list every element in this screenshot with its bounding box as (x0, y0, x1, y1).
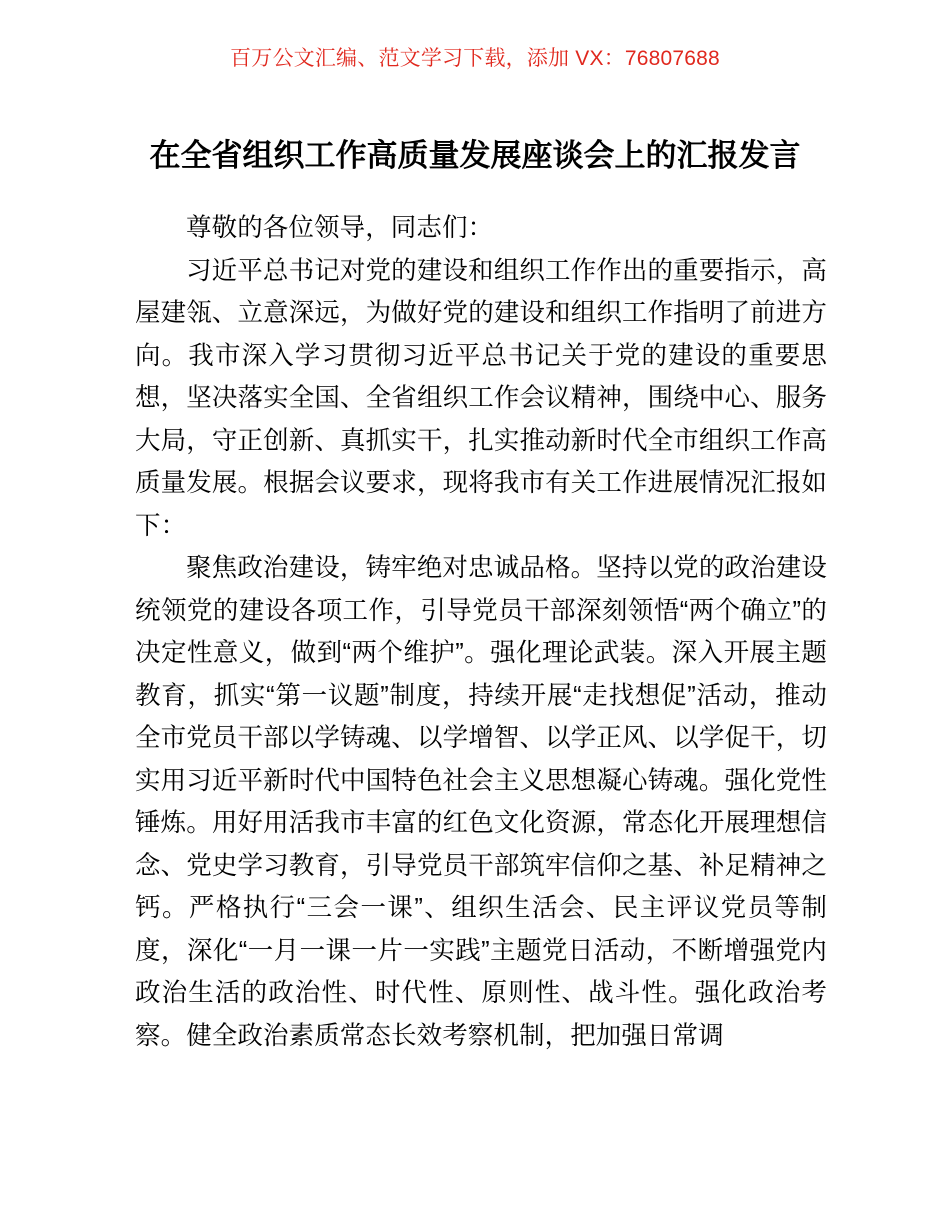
salutation-line: 尊敬的各位领导，同志们： (186, 214, 494, 242)
document-body (135, 207, 827, 1057)
paragraph-2: 聚焦政治建设，铸牢绝对忠诚品格。坚持以党的政治建设统领党的建设各项工作，引导党员干部深刻领悟“两个确立”的决定性意义，做到“两个维护”。强化理论武装。深入开展主题教育，抓实“第一议题”制度，持续开展“走找想促”活动，推动全市党员干部以学铸魂、以学增智、以学正风、以学促干，切实用习近平新时代中国特色社会主义思想凝心铸魂。强化党性锤炼。用好用活我市丰富的红色文化资源，常态化开展理想信念、党史学习教育，引导党员干部筑牢信仰之基、补足精神之钙。严格执行“三会一课”、组织生活会、民主评议党员等制度，深化“一月一课一片一实践”主题党日活动，不断增强党内政治生活的政治性、时代性、原则性、战斗性。强化政治考察。健全政治素质常态长效考察机制，把加强日常调 (135, 554, 827, 1050)
paragraph-1: 习近平总书记对党的建设和组织工作作出的重要指示，高屋建瓴、立意深远，为做好党的建设和组织工作指明了前进方向。我市深入学习贯彻习近平总书记关于党的建设的重要思想，坚决落实全国、全省组织工作会议精神，围绕中心、服务大局，守正创新、真抓实干，扎实推动新时代全市组织工作高质量发展。根据会议要求，现将我市有关工作进展情况汇报如下： (135, 256, 827, 540)
promo-banner-text: 百万公文汇编、范文学习下载，添加 VX：76807688 (230, 47, 720, 70)
document-title: 在全省组织工作高质量发展座谈会上的汇报发言 (149, 137, 801, 173)
